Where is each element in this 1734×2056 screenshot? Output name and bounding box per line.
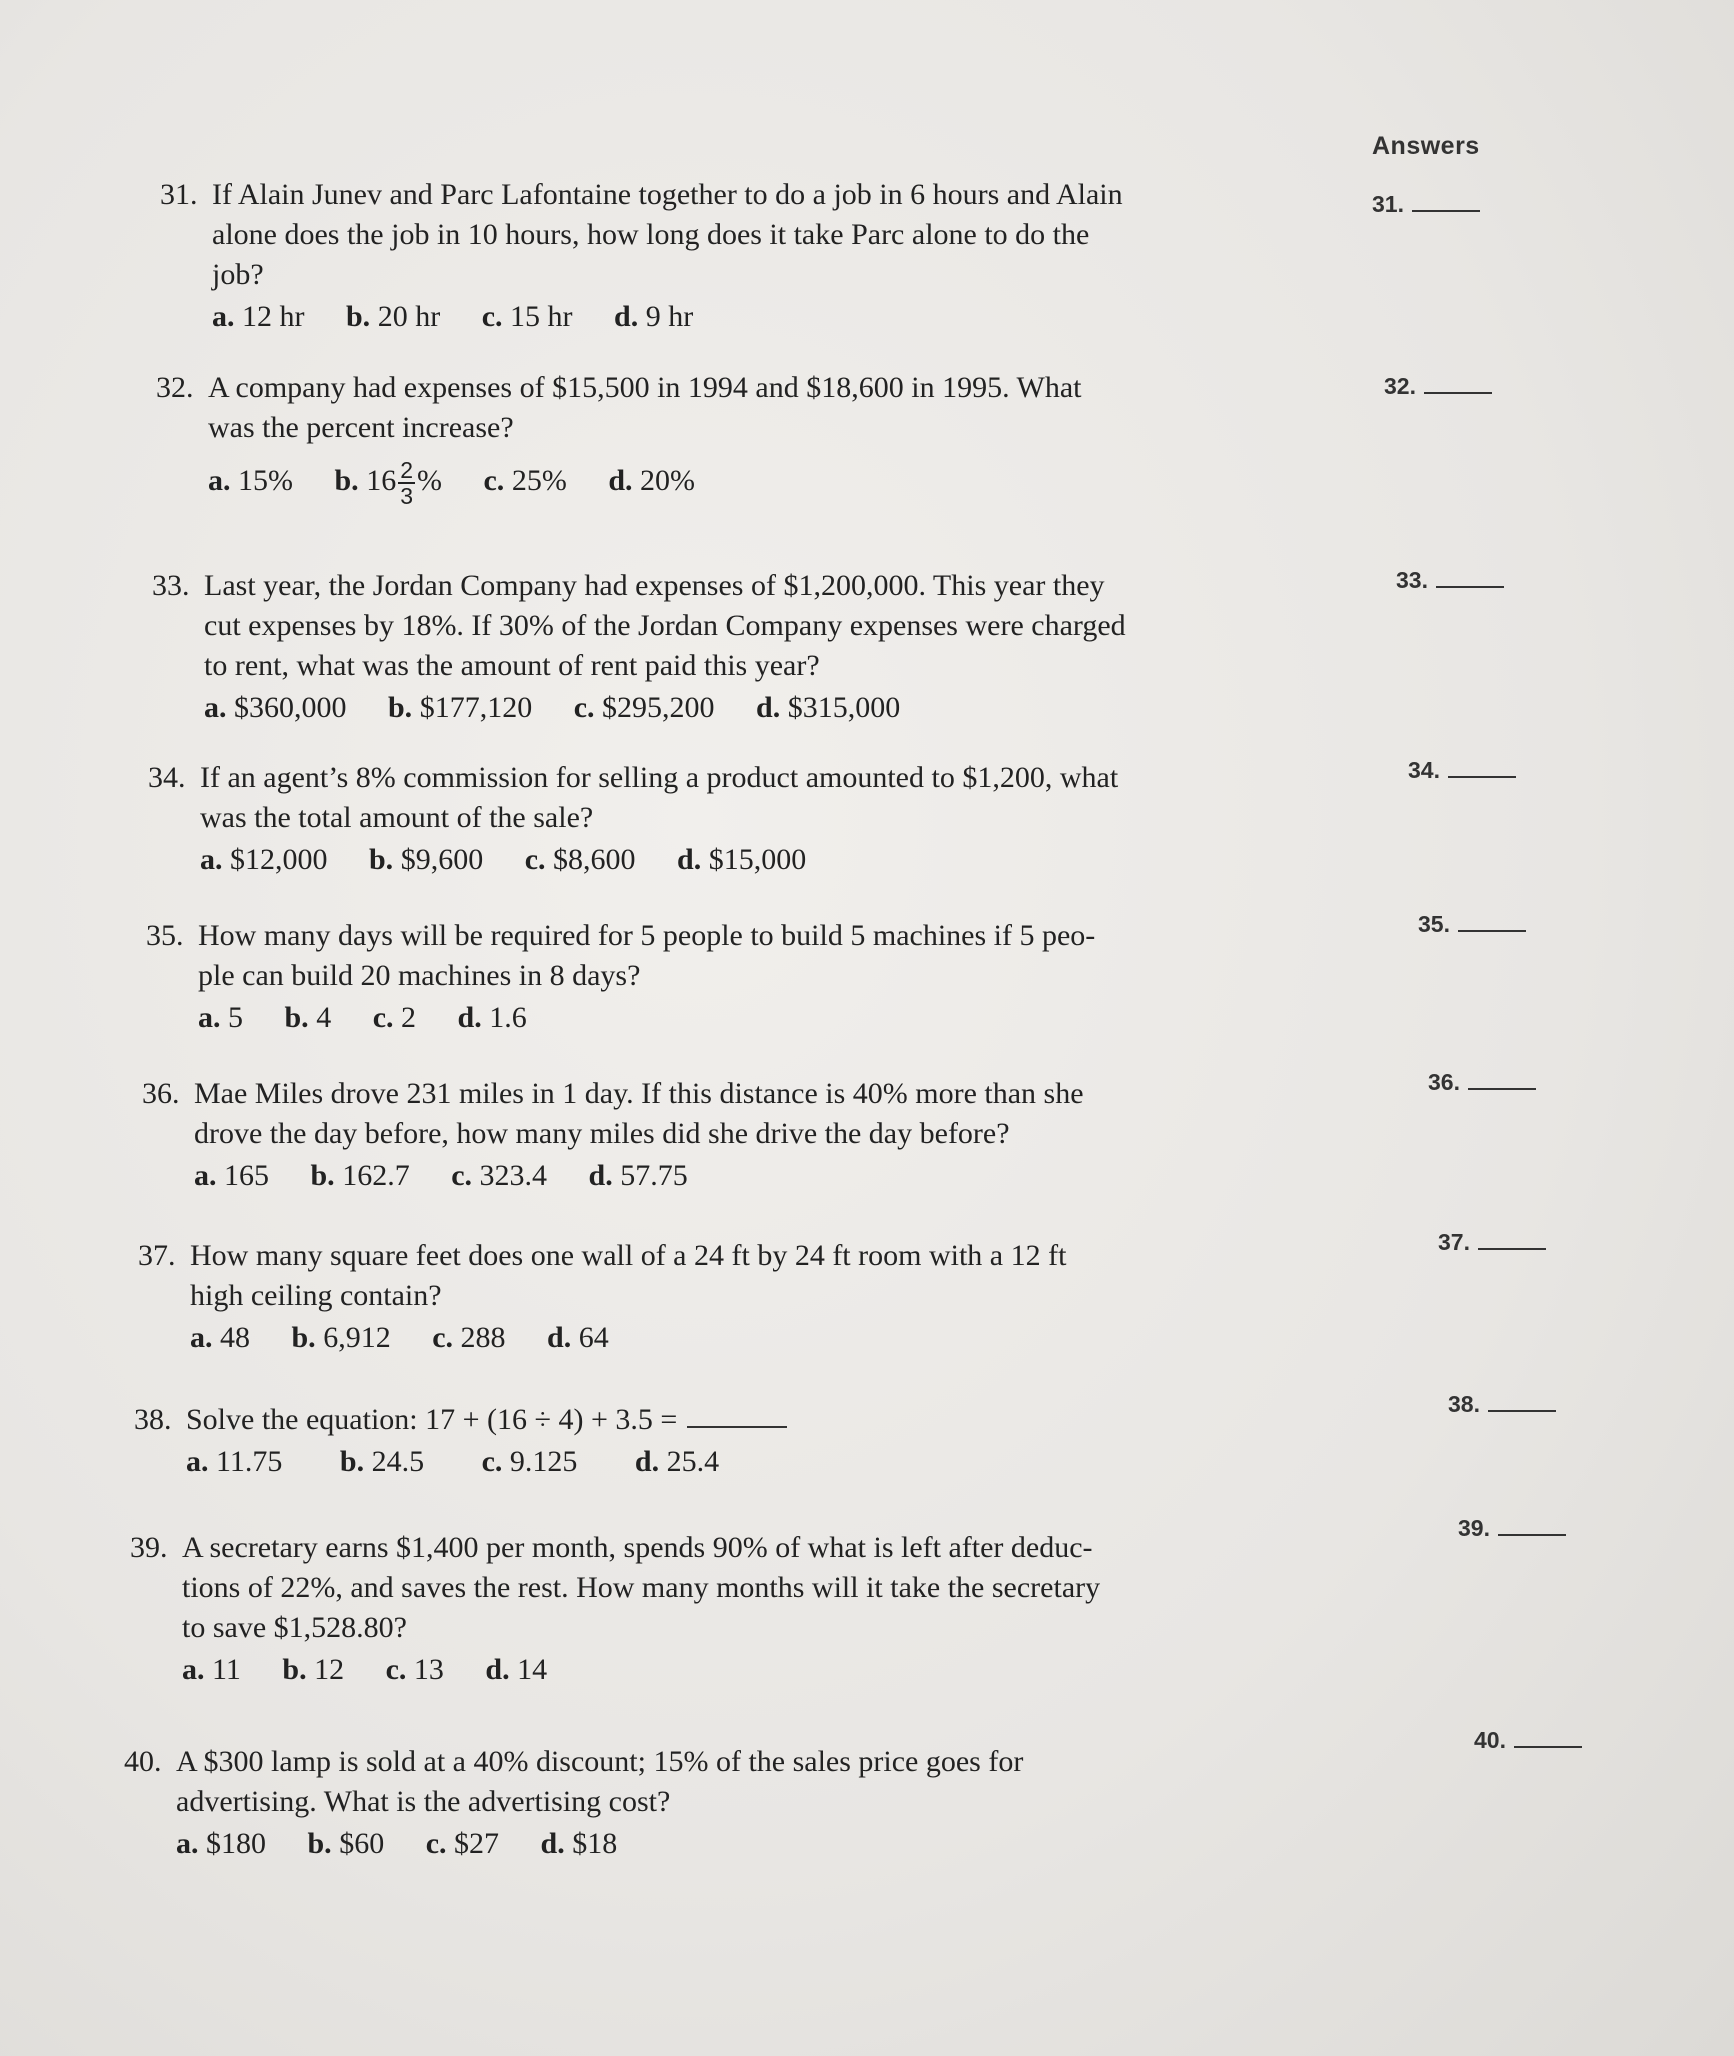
choices [190,1318,1066,1358]
answer-label: 40. [1474,1727,1506,1753]
choice-d[interactable]: d. $18 [540,1827,618,1860]
answer-line[interactable] [1488,1390,1556,1412]
choice-d[interactable]: d. 25.4 [634,1445,720,1478]
choice-a[interactable]: a. 48 [190,1321,250,1354]
answer-line[interactable] [1514,1726,1582,1748]
answer-line[interactable] [1424,372,1492,394]
choice-c[interactable]: c. 288 [432,1321,506,1354]
choice-d[interactable]: d. 9 hr [614,300,694,333]
choice-b[interactable]: b. 20 hr [346,300,441,333]
choice-d[interactable]: d. 1.6 [457,1001,527,1034]
choice-c[interactable]: c. $27 [425,1827,500,1860]
question-text: Solve the equation: 17 + (16 ÷ 4) + 3.5 = [186,1403,678,1436]
choice-a[interactable]: a. 15% [208,463,293,497]
answer-label: 34. [1408,757,1440,783]
answer-blank-35[interactable] [1418,910,1526,938]
answer-line[interactable] [1448,756,1516,778]
question-40 [124,1742,1023,1864]
question-text: How many square feet does one wall of a 24 ft by 24 ft room with a 12 ft high ceiling contain? [190,1239,1067,1312]
choice-c[interactable]: c. $295,200 [573,691,715,724]
question-34 [148,758,1118,880]
answer-blank-32[interactable] [1384,372,1492,400]
choice-b[interactable]: b. $177,120 [388,691,533,724]
choice-a[interactable]: a. $360,000 [204,691,347,724]
answers-heading: Answers [1372,132,1480,160]
choice-b[interactable]: b. 24.5 [339,1445,425,1478]
question-number: 38. [134,1403,172,1436]
choice-c[interactable]: c. 2 [372,1001,417,1034]
choice-c[interactable]: c. 13 [385,1653,444,1686]
answer-label: 37. [1438,1229,1470,1255]
answer-label: 35. [1418,911,1450,937]
answer-label: 36. [1428,1069,1460,1095]
question-number: 36. [142,1077,180,1110]
answer-blank-38[interactable] [1448,1390,1556,1418]
answer-label: 38. [1448,1391,1480,1417]
choice-d[interactable]: d. 64 [547,1321,609,1354]
choices [212,297,1123,337]
choice-d[interactable]: d. $315,000 [756,691,901,724]
choices [176,1824,1023,1864]
choice-b[interactable]: b. $9,600 [369,843,484,876]
answer-label: 32. [1384,373,1416,399]
answer-label: 39. [1458,1515,1490,1541]
choice-d[interactable]: d. 14 [485,1653,548,1686]
question-text: Mae Miles drove 231 miles in 1 day. If this distance is 40% more than she drove the day before, how many miles did she drive the day before? [194,1077,1084,1150]
answer-blank-39[interactable] [1458,1514,1566,1542]
answer-line[interactable] [1458,910,1526,932]
choice-c[interactable]: c. 15 hr [481,300,573,333]
answer-line[interactable] [1412,190,1480,212]
choices [208,458,1082,508]
question-33 [152,566,1126,728]
choice-c[interactable]: c. 9.125 [481,1445,578,1478]
question-35 [146,916,1095,1038]
choice-b[interactable]: b. 12 [282,1653,345,1686]
question-32 [156,368,1082,508]
answer-blank-34[interactable] [1408,756,1516,784]
choices [198,998,1095,1038]
question-number: 31. [160,178,198,211]
choice-b[interactable]: b. 162.7 [310,1159,410,1192]
choice-a[interactable]: a. 11 [182,1653,241,1686]
choices [200,840,1118,880]
answer-line[interactable] [1498,1514,1566,1536]
question-number: 39. [130,1531,168,1564]
choice-b[interactable]: b. 4 [284,1001,332,1034]
fraction: $\frac{2}{3}$ [400,457,413,509]
answer-blank-33[interactable] [1396,566,1504,594]
choice-b[interactable]: b. 6,912 [291,1321,391,1354]
choice-a[interactable]: a. $12,000 [200,843,328,876]
choice-a[interactable]: a. 165 [194,1159,269,1192]
question-text: A secretary earns $1,400 per month, spends 90% of what is left after deduc- tions of 22%, and saves the rest. How many months will it take the secretary to save $1,528.80? [182,1531,1101,1644]
choice-d[interactable]: d. $15,000 [677,843,807,876]
choice-c[interactable]: c. 323.4 [451,1159,548,1192]
question-number: 32. [156,371,194,404]
question-text: If Alain Junev and Parc Lafontaine together to do a job in 6 hours and Alain alone does the job in 10 hours, how long does it take Parc alone to do the job? [212,178,1123,291]
question-37 [138,1236,1066,1358]
question-text: A company had expenses of $15,500 in 1994 and $18,600 in 1995. What was the percent increase? [208,371,1082,444]
choice-b[interactable]: b. 16 $\frac{2}{3}$ % [334,457,442,509]
question-number: 35. [146,919,184,952]
question-36 [142,1074,1084,1196]
choice-d[interactable]: d. 20% [608,463,695,497]
question-number: 34. [148,761,186,794]
choice-a[interactable]: a. 11.75 [186,1445,283,1478]
choice-c[interactable]: c. 25% [483,463,567,497]
question-number: 40. [124,1745,162,1778]
choice-c[interactable]: c. $8,600 [524,843,636,876]
choices [182,1650,1100,1690]
question-number: 37. [138,1239,176,1272]
question-38 [134,1400,787,1482]
question-39 [130,1528,1100,1690]
equation-answer-line[interactable] [687,1400,787,1428]
choice-d[interactable]: d. 57.75 [588,1159,688,1192]
answer-blank-31[interactable] [1372,190,1480,218]
question-number: 33. [152,569,190,602]
choices [194,1156,1084,1196]
choices [186,1442,787,1482]
question-31 [160,175,1123,337]
choice-a[interactable]: a. $180 [176,1827,266,1860]
answer-line[interactable] [1478,1228,1546,1250]
question-text: If an agent’s 8% commission for selling a product amounted to $1,200, what was the total amount of the sale? [200,761,1119,834]
choice-a[interactable]: a. 12 hr [212,300,305,333]
answer-line[interactable] [1468,1068,1536,1090]
answer-blank-37[interactable] [1438,1228,1546,1256]
answer-label: 31. [1372,191,1404,217]
choices [204,688,1126,728]
choice-a[interactable]: a. 5 [198,1001,243,1034]
answer-label: 33. [1396,567,1428,593]
answer-blank-36[interactable] [1428,1068,1536,1096]
question-text: A $300 lamp is sold at a 40% discount; 15% of the sales price goes for advertising. What is the advertising cost? [176,1745,1024,1818]
choice-b[interactable]: b. $60 [307,1827,385,1860]
answer-line[interactable] [1436,566,1504,588]
question-text: How many days will be required for 5 people to build 5 machines if 5 peo- ple can build 20 machines in 8 days? [198,919,1096,992]
question-text: Last year, the Jordan Company had expenses of $1,200,000. This year they cut expenses by 18%. If 30% of the Jordan Company expenses were charged to rent, what was the amount of rent paid this year? [204,569,1126,682]
answer-blank-40[interactable] [1474,1726,1582,1754]
